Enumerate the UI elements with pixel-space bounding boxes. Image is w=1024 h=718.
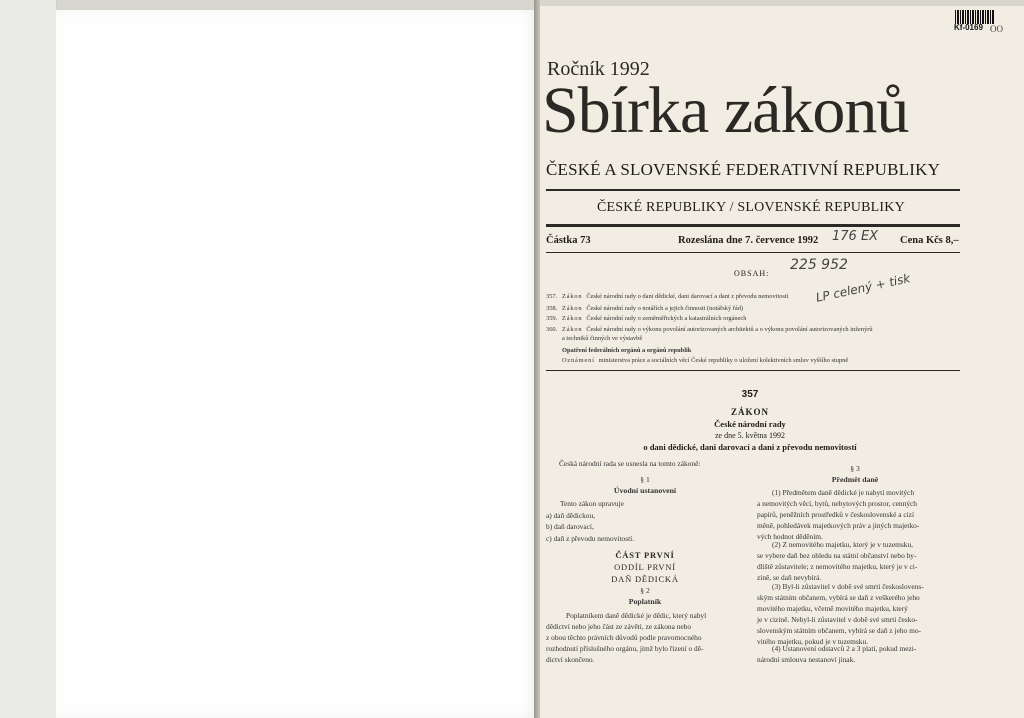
handwritten-note-3: LP celený + tisk [814, 271, 912, 305]
page-title: Sbírka zákonů [542, 74, 909, 147]
contents-item: 359. Zákon České národní rady o zeměměřických a katastrálních orgánech [546, 315, 747, 322]
section-1-item: b) daň darovací, [546, 522, 594, 531]
section-1-lead: Tento zákon upravuje [560, 499, 624, 508]
law-subject: o dani dědické, dani darovací a dani z převodu nemovitostí [643, 442, 857, 452]
section-1-item: a) daň dědickou, [546, 511, 596, 520]
section-3-line: vých hodnot děděním. [757, 532, 823, 541]
issue-release-date: Rozeslána dne 7. července 1992 [678, 235, 819, 246]
section-1-item: c) daň z převodu nemovitostí. [546, 534, 635, 543]
part-title: ČÁST PRVNÍ [615, 550, 675, 560]
subtitle-republics: ČESKÉ REPUBLIKY / SLOVENSKÉ REPUBLIKY [597, 200, 905, 215]
law-kind: ZÁKON [730, 407, 769, 417]
subtitle-federation: ČESKÉ A SLOVENSKÉ FEDERATIVNÍ REPUBLIKY [546, 160, 941, 179]
rule-bottom [546, 252, 960, 253]
section-3-line: slovenským státním občanem, vybírá se daň z jeho mo- [757, 626, 921, 635]
section-2-number: § 2 [640, 586, 650, 595]
handwritten-note-2: 225 952 [790, 257, 848, 273]
section-3-line: (1) Předmětem daně dědické je nabytí movitých [772, 488, 915, 497]
contents-item: a techniků činných ve výstavbě [562, 335, 643, 342]
law-author: České národní rady [714, 419, 786, 429]
section-3-line: (4) Ustanovení odstavců 2 a 3 platí, pokud mezi- [772, 644, 917, 653]
section-3-line: (2) Z nemovitého majetku, který je v tuzemsku, [772, 540, 913, 549]
section-3-line: vitého majetku, pokud je v tuzemsku. [757, 637, 869, 646]
section-3-number: § 3 [850, 464, 860, 473]
section-2-line: dictví skončeno. [546, 655, 595, 664]
archive-mark: OO [990, 24, 1003, 34]
rule-contents [546, 370, 960, 371]
section-2-line: rozhodnutí příslušného orgánu, jímž bylo řízení o dě- [546, 644, 704, 653]
section-3-line: (3) Byl-li zůstavitel v době své smrti českoslovens- [772, 582, 924, 591]
section-1-title: Úvodní ustanovení [613, 486, 677, 495]
section-3-line: je v cizině. Nebyl-li zůstavitel v době své smrti česko- [757, 615, 918, 624]
barcode-icon [955, 10, 995, 24]
section-2-line: Poplatníkem daně dědické je dědic, který nabyl [566, 611, 707, 620]
law-number: 357 [741, 389, 759, 400]
issue-price: Cena Kčs 8,– [900, 235, 959, 246]
section-3-line: měně, pohledávek majetkových práv a jiných majetko- [757, 521, 920, 530]
law-intro: Česká národní rada se usnesla na tomto zákoně: [559, 459, 701, 468]
section-1-number: § 1 [640, 475, 650, 484]
section-2-title: Poplatník [628, 597, 662, 606]
left-blank-page [56, 10, 536, 718]
law-date: ze dne 5. května 1992 [715, 431, 785, 440]
contents-item: 358. Zákon České národní rady o notářích a jejich činnosti (notářský řád) [546, 305, 744, 312]
section-3-line: papírů, peněžních prostředků v československé a cizí [757, 510, 914, 519]
section-3-line: národní smlouva nestanoví jinak. [757, 655, 856, 664]
section-2-line: dědictví nebo jeho část ze závěti, ze zákona nebo [546, 622, 692, 631]
division-title: ODDÍL PRVNÍ [614, 562, 676, 572]
rule-top [546, 189, 960, 191]
archive-code: Kf-0169 [954, 23, 983, 32]
contents-federal: Opatření federálních orgánů a orgánů republik [562, 347, 692, 354]
contents-notice: Oznámení ministerstva práce a sociálních věcí České republiky o uložení kolektivních smluv vyššího stupně [562, 357, 849, 364]
section-3-line: se vybere daň bez ohledu na státní občanství nebo by- [757, 551, 917, 560]
left-scan-margin [0, 0, 57, 718]
tax-title: DAŇ DĚDICKÁ [611, 574, 679, 584]
section-3-line: movitého majetku, včetně movitého majetku, který [757, 604, 908, 613]
section-3-line: zině, se daň nevybírá. [757, 573, 822, 582]
handwritten-note-1: 176 EX [832, 229, 879, 244]
issue-part: Částka 73 [546, 235, 591, 246]
section-3-line: ským státním občanem, vybírá se daň z veškerého jeho [757, 593, 920, 602]
section-3-line: dliště zůstavitele; z nemovitého majetku, který je v ci- [757, 562, 918, 571]
section-2-line: z obou těchto právních důvodů podle pravomocného [546, 633, 702, 642]
section-3-line: a nemovitých věcí, bytů, nebytových prostor, cenných [757, 499, 917, 508]
year-label: Ročník 1992 [547, 58, 650, 80]
rule-middle [546, 224, 960, 227]
section-3-title: Předmět daně [831, 475, 879, 484]
contents-item: 357. Zákon České národní rady o dani dědické, dani darovací a dani z převodu nemovitostí [546, 293, 789, 300]
contents-label: OBSAH: [734, 269, 770, 278]
contents-item: 360. Zákon České národní rady o výkonu povolání autorizovaných architektů a o výkonu povolání autorizovaných inženýrů [546, 326, 873, 333]
